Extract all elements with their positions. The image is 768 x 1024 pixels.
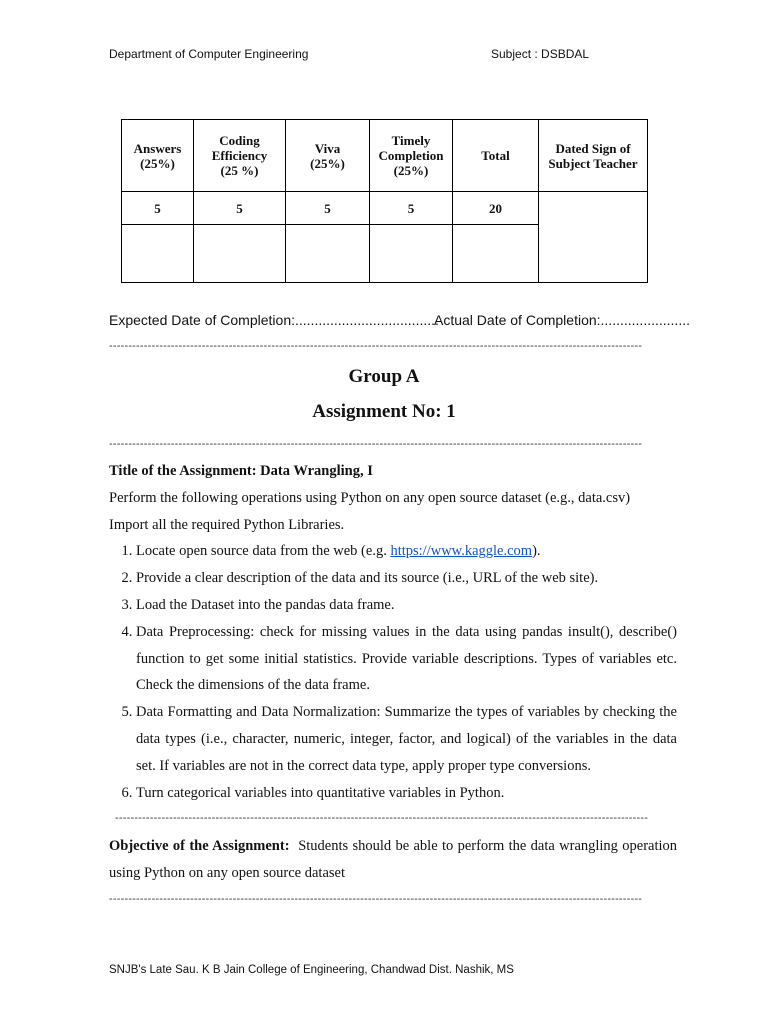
marks-header-row bbox=[122, 120, 648, 192]
task-text: Locate open source data from the web (e.g. bbox=[136, 543, 391, 560]
kaggle-link[interactable]: https://www.kaggle.com bbox=[390, 543, 533, 560]
assignment-body bbox=[109, 458, 677, 806]
marks-value-row bbox=[122, 192, 648, 225]
task-item: 3. Load the Dataset into the pandas data frame. bbox=[136, 592, 677, 619]
objective-text: Students should be able to perform the data wrangling operation using Python on any open source dataset bbox=[109, 838, 678, 881]
empty-cell bbox=[286, 225, 370, 283]
task-list bbox=[109, 538, 677, 806]
separator: ------------------------------------------------------------------------------------------------------------------------------------------ bbox=[109, 340, 643, 352]
task-item: 6. Turn categorical variables into quantitative variables in Python. bbox=[136, 780, 677, 807]
header-coding-efficiency: Coding Efficiency (25 %) bbox=[194, 120, 286, 192]
empty-cell bbox=[370, 225, 453, 283]
empty-cell bbox=[194, 225, 286, 283]
footer-college: SNJB's Late Sau. K B Jain College of Engineering, Chandwad Dist. Nashik, MS bbox=[109, 964, 514, 976]
assignment-title: Title of the Assignment: Data Wrangling, I bbox=[109, 463, 373, 479]
value-coding-efficiency: 5 bbox=[194, 192, 286, 225]
task-item: 2. Provide a clear description of the data and its source (i.e., URL of the web site). bbox=[136, 565, 677, 592]
separator: ------------------------------------------------------------------------------------------------------------------------------------------ bbox=[109, 893, 643, 905]
sign-cell bbox=[539, 192, 648, 283]
subject-header: Subject : DSBDAL bbox=[491, 47, 590, 61]
value-viva: 5 bbox=[286, 192, 370, 225]
empty-cell bbox=[122, 225, 194, 283]
task-item: 4. Data Preprocessing: check for missing values in the data using pandas insult(), describe() function to get some initial statistics. Provide variable descriptions. Types of variables etc. Check the dimensions of the data frame. bbox=[136, 619, 677, 699]
task-item: 5. Data Formatting and Data Normalization: Summarize the types of variables by checking the data types (i.e., character, numeric, integer, factor, and logical) of the variables in the data set. If variables are not in the correct data type, apply proper type conversions. bbox=[136, 699, 677, 779]
separator: ------------------------------------------------------------------------------------------------------------------------------------------ bbox=[109, 438, 643, 450]
header-timely-completion: Timely Completion (25%) bbox=[370, 120, 453, 192]
intro-line: Import all the required Python Libraries. bbox=[109, 516, 345, 533]
objective-section bbox=[109, 833, 677, 887]
value-answers: 5 bbox=[122, 192, 194, 225]
header-answers: Answers (25%) bbox=[122, 120, 194, 192]
header-dated-sign: Dated Sign of Subject Teacher bbox=[539, 120, 648, 192]
value-total: 20 bbox=[453, 192, 539, 225]
expected-date: Expected Date of Completion:..................................... bbox=[109, 312, 439, 328]
intro-line: Perform the following operations using Python on any open source dataset (e.g., data.csv) bbox=[109, 489, 631, 506]
task-text: ). bbox=[532, 543, 541, 560]
department-header: Department of Computer Engineering bbox=[109, 47, 309, 61]
value-timely-completion: 5 bbox=[370, 192, 453, 225]
objective-label: Objective of the Assignment: bbox=[109, 838, 290, 854]
actual-date: Actual Date of Completion:....................... bbox=[434, 312, 690, 328]
marks-table bbox=[121, 119, 648, 283]
group-heading: Group A bbox=[348, 366, 420, 387]
separator: ------------------------------------------------------------------------------------------------------------------------------------------ bbox=[115, 812, 649, 824]
assignment-number: Assignment No: 1 bbox=[312, 401, 456, 422]
empty-cell bbox=[453, 225, 539, 283]
task-item bbox=[136, 538, 677, 565]
header-total: Total bbox=[453, 120, 539, 192]
header-viva: Viva (25%) bbox=[286, 120, 370, 192]
